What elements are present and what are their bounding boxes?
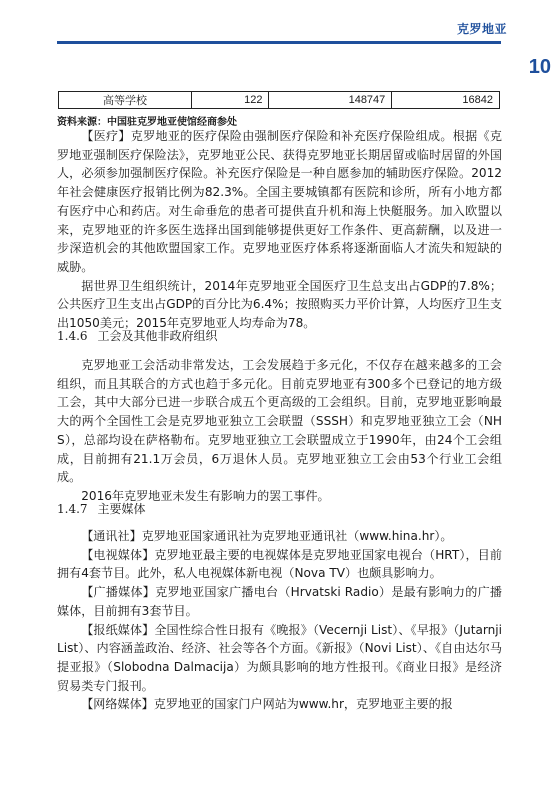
news-agency-paragraph: 【通讯社】克罗地亚国家通讯社为克罗地亚通讯社（www.hina.hr）。 [81,529,453,543]
table-cell-staff: 16842 [392,92,500,109]
header-rule [57,41,501,44]
table-cell-count: 122 [192,92,269,109]
section-heading-1-4-6 [57,327,218,344]
tv-media-paragraph: 【电视媒体】克罗地亚最主要的电视媒体是克罗地亚国家电视台（HRT），目前拥有4套节目。此外，私人电视媒体新电视（Nova TV）也颇具影响力。 [57,547,502,581]
running-header-title: 克罗地亚 [456,22,507,36]
education-table [58,91,500,109]
table-cell-students: 148747 [269,92,392,109]
medical-section [57,127,502,333]
strikes-paragraph: 2016年克罗地亚未发生有影响力的罢工事件。 [81,488,330,503]
medical-statistics-paragraph: 据世界卫生组织统计，2014年克罗地亚全国医疗卫生总支出占GDP的7.8%；公共医疗卫生支出占GDP的百分比为6.4%；按照购买力平价计算，人均医疗卫生支出1050美元；2015年克罗地亚人均寿命为78。 [57,278,502,331]
table-row [59,92,500,109]
table-cell-category: 高等学校 [59,92,192,109]
section-title: 主要媒体 [97,502,146,516]
section-number: 1.4.7 [57,502,88,516]
newspaper-media-paragraph: 【报纸媒体】全国性综合性日报有《晚报》（Vecernji List）、《早报》（Jutarnji List）、内容涵盖政治、经济、社会等各个方面。《新报》（Novi List）、《自由达尔马提亚报》（Slobodna Dalmacija）为颇具影响的地方性报刊。《商业日报》是经济贸易类专门报刊。 [57,622,502,693]
unions-paragraph: 克罗地亚工会活动非常发达，工会发展趋于多元化，不仅存在越来越多的工会组织，而且其联合的方式也趋于多元化。目前克罗地亚有300多个已登记的地方级工会，其中大部分已进一步联合成五个更高级的工会组织。目前，克罗地亚影响最大的两个全国性工会是克罗地亚独立工会联盟（SSSH）和克罗地亚独立工会（NHS），总部均设在萨格勒布。克罗地亚独立工会联盟成立于1990年，由24个工会组成，目前拥有21.1万会员，6万退休人员。克罗地亚独立工会由53个行业工会组成。 [57,358,502,485]
section-heading-1-4-7 [57,500,146,517]
unions-section [57,356,502,506]
page-number: 10 [528,56,551,78]
medical-paragraph: 【医疗】克罗地亚的医疗保险由强制医疗保险和补充医疗保险组成。根据《克罗地亚强制医疗保险法》，克罗地亚公民、获得克罗地亚长期居留或临时居留的外国人，必须参加强制医疗保险。补充医疗保险是一种自愿参加的辅助医疗保险。2012年社会健康医疗报销比例为82.3%。全国主要城镇都有医院和诊所，所有小地方都有医疗中心和药店。对生命垂危的患者可提供直升机和海上快艇服务。加入欧盟以来，克罗地亚的许多医生选择出国到能够提供更好工作条件、更高薪酬，以及进一步深造机会的其他欧盟国家工作。克罗地亚医疗体系将逐渐面临人才流失和短缺的威胁。 [57,129,502,274]
online-media-paragraph: 【网络媒体】克罗地亚的国家门户网站为www.hr，克罗地亚主要的报 [81,697,453,712]
section-number: 1.4.6 [57,329,88,343]
media-section [57,527,502,714]
radio-media-paragraph: 【广播媒体】克罗地亚国家广播电台（Hrvatski Radio）是最有影响力的广播媒体，目前拥有3套节目。 [57,585,502,618]
source-note: 资料来源：中国驻克罗地亚使馆经商参处 [57,117,237,128]
section-title: 工会及其他非政府组织 [97,329,218,343]
